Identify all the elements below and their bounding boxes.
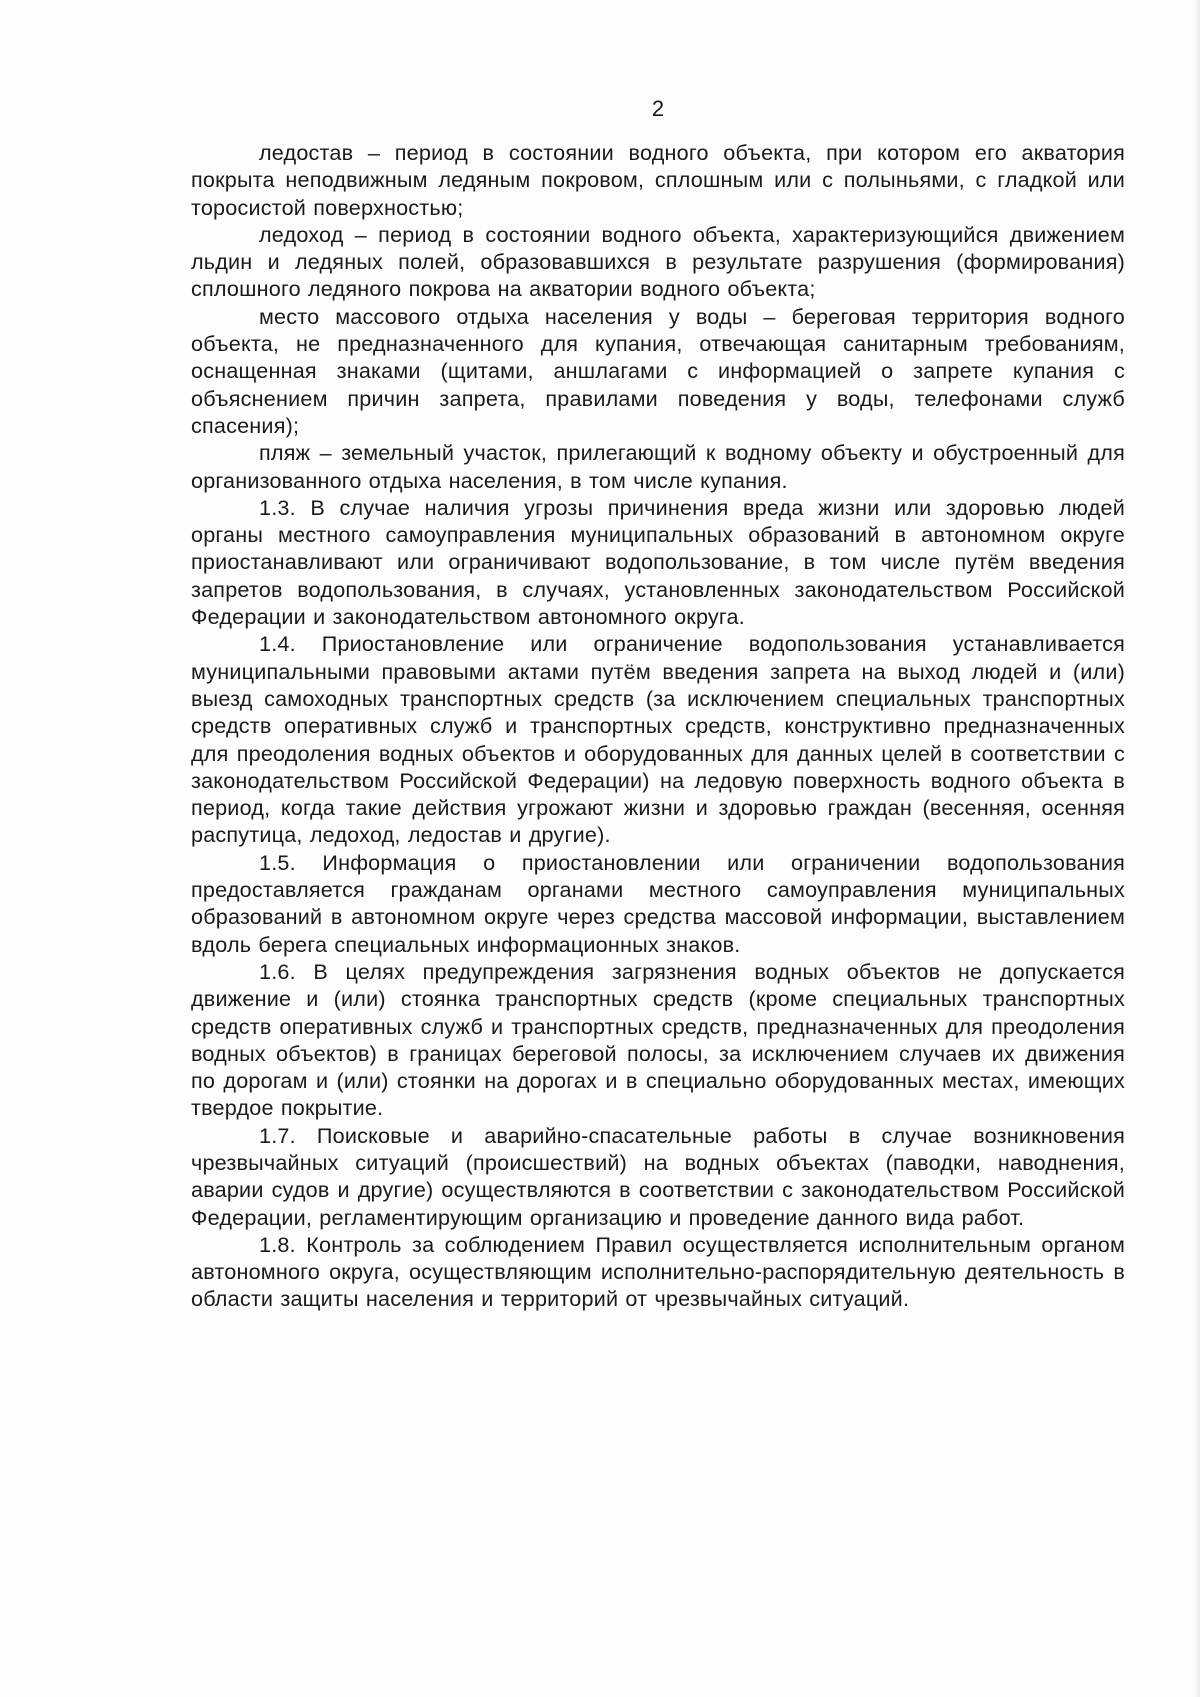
paragraph-1-5: 1.5. Информация о приостановлении или ограничении водопользования предоставляется гражданам органами местного самоуправления муниципальных образований в автономном округе через средства массовой информации, выставлением вдоль берега специальных информационных знаков. [191, 849, 1125, 957]
paragraph-1-4: 1.4. Приостановление или ограничение водопользования устанавливается муниципальными правовыми актами путём введения запрета на выход людей и (или) выезд самоходных транспортных средств (за исключением специальных транспортных средств оперативных служб и транспортных средств, конструктивно предназначенных для преодоления водных объектов и оборудованных для данных целей в соответствии с законодательством Российской Федерации) на ледовую поверхность водного объекта в период, когда такие действия угрожают жизни и здоровью граждан (весенняя, осенняя распутица, ледоход, ледостав и другие). [191, 631, 1125, 848]
paragraph-definition-beach: пляж – земельный участок, прилегающий к водному объекту и обустроенный для организованного отдыха населения, в том числе купания. [191, 440, 1125, 493]
paragraph-definition-ledokhod: ледоход – период в состоянии водного объекта, характеризующийся движением льдин и ледяных полей, образовавшихся в результате разрушения (формирования) сплошного ледяного покрова на акватории водного объекта; [191, 221, 1125, 302]
paragraph-1-3: 1.3. В случае наличия угрозы причинения вреда жизни или здоровью людей органы местного самоуправления муниципальных образований в автономном округе приостанавливают или ограничивают водопользование, в том числе путём введения запретов водопользования, в случаях, установленных законодательством Российской Федерации и законодательством автономного округа. [191, 494, 1125, 630]
page-edge-shadow [1194, 0, 1200, 1697]
paragraph-definition-recreation-place: место массового отдыха населения у воды – береговая территория водного объекта, не предназначенного для купания, отвечающая санитарным требованиям, оснащенная знаками (щитами, аншлагами с информацией о запрете купания с объяснением причин запрета, правилами поведения у воды, телефонами служб спасения); [191, 303, 1125, 438]
paragraph-1-7: 1.7. Поисковые и аварийно-спасательные работы в случае возникновения чрезвычайных ситуаций (происшествий) на водных объектах (паводки, наводнения, аварии судов и другие) осуществляются в соответствии с законодательством Российской Федерации, регламентирующим организацию и проведение данного вида работ. [191, 1122, 1125, 1230]
paragraph-1-8: 1.8. Контроль за соблюдением Правил осуществляется исполнительным органом автономного округа, осуществляющим исполнительно-распорядительную деятельность в области защиты населения и территорий от чрезвычайных ситуаций. [191, 1231, 1125, 1312]
paragraph-1-6: 1.6. В целях предупреждения загрязнения водных объектов не допускается движение и (или) стоянка транспортных средств (кроме специальных транспортных средств оперативных служб и транспортных средств, предназначенных для преодоления водных объектов) в границах береговой полосы, за исключением случаев их движения по дорогам и (или) стоянки на дорогах и в специально оборудованных местах, имеющих твердое покрытие. [191, 958, 1125, 1121]
paragraph-definition-ledostav: ледостав – период в состоянии водного объекта, при котором его акватория покрыта неподвижным ледяным покровом, сплошным или с полыньями, с гладкой или торосистой поверхностью; [191, 140, 1125, 220]
page-number: 2 [651, 96, 665, 121]
document-body [191, 139, 1125, 1313]
